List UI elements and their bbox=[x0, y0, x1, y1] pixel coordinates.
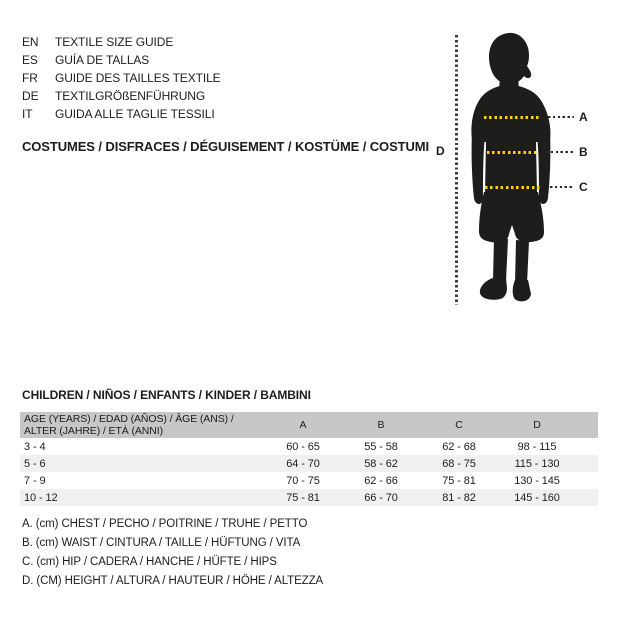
age-cell: 10 - 12 bbox=[24, 491, 58, 504]
language-row bbox=[22, 33, 221, 51]
size-row bbox=[20, 438, 598, 455]
age-column-header bbox=[20, 412, 264, 438]
height-measure-line bbox=[455, 35, 458, 305]
height-cell: 145 - 160 bbox=[514, 491, 560, 504]
footnote-hip: C. (cm) HIP / CADERA / HANCHE / HÜFTE / HIPS bbox=[22, 556, 277, 568]
chest-cell: 70 - 75 bbox=[286, 474, 320, 487]
language-row bbox=[22, 51, 221, 69]
size-row bbox=[20, 472, 598, 489]
category-title: COSTUMES / DISFRACES / DÉGUISEMENT / KOSTÜME / COSTUMI bbox=[22, 139, 430, 154]
language-code: ES bbox=[22, 53, 38, 67]
language-label: GUIDA ALLE TAGLIE TESSILI bbox=[55, 107, 215, 121]
filler-header-cell bbox=[576, 412, 598, 438]
age-cell: 3 - 4 bbox=[24, 440, 46, 453]
height-cell: 115 - 130 bbox=[514, 457, 560, 470]
hip-measure-line bbox=[485, 186, 540, 189]
filler-cell bbox=[576, 455, 598, 472]
measure-label-d: D bbox=[436, 144, 445, 158]
measure-label-a: A bbox=[579, 110, 588, 124]
connector-line-a bbox=[548, 116, 574, 118]
chest-cell: 60 - 65 bbox=[286, 440, 320, 453]
size-row bbox=[20, 455, 598, 472]
measure-footnotes bbox=[22, 515, 323, 591]
language-row bbox=[22, 87, 221, 105]
language-row bbox=[22, 69, 221, 87]
chest-cell: 75 - 81 bbox=[286, 491, 320, 504]
language-code: IT bbox=[22, 107, 33, 121]
hip-cell: 81 - 82 bbox=[442, 491, 476, 504]
language-label: TEXTILGRÖßENFÜHRUNG bbox=[55, 89, 206, 103]
hip-cell: 68 - 75 bbox=[442, 457, 476, 470]
height-cell: 130 - 145 bbox=[514, 474, 560, 487]
footnote-waist: B. (cm) WAIST / CINTURA / TAILLE / HÜFTUNG / VITA bbox=[22, 537, 301, 549]
language-label: GUIDE DES TAILLES TEXTILE bbox=[55, 71, 221, 85]
measure-label-c: C bbox=[579, 180, 588, 194]
language-row bbox=[22, 105, 221, 123]
waist-cell: 58 - 62 bbox=[364, 457, 398, 470]
children-section-title: CHILDREN / NIÑOS / ENFANTS / KINDER / BAMBINI bbox=[22, 388, 311, 402]
column-header-b: B bbox=[342, 412, 420, 438]
language-list bbox=[22, 33, 221, 123]
chest-cell: 64 - 70 bbox=[286, 457, 320, 470]
column-header-a: A bbox=[264, 412, 342, 438]
connector-line-b bbox=[546, 151, 574, 153]
footnote-chest: A. (cm) CHEST / PECHO / POITRINE / TRUHE / PETTO bbox=[22, 518, 308, 530]
age-header-line2: ALTER (JAHRE) / ETÀ (ANNI) bbox=[24, 425, 163, 437]
waist-measure-line bbox=[487, 151, 537, 154]
child-silhouette bbox=[460, 30, 580, 310]
language-label: GUÍA DE TALLAS bbox=[55, 53, 150, 67]
size-table bbox=[20, 412, 598, 506]
hip-cell: 62 - 68 bbox=[442, 440, 476, 453]
footnote-height: D. (CM) HEIGHT / ALTURA / HAUTEUR / HÖHE / ALTEZZA bbox=[22, 575, 324, 587]
waist-cell: 62 - 66 bbox=[364, 474, 398, 487]
column-header-c: C bbox=[420, 412, 498, 438]
waist-cell: 55 - 58 bbox=[364, 440, 398, 453]
filler-cell bbox=[576, 472, 598, 489]
chest-measure-line bbox=[484, 116, 540, 119]
filler-cell bbox=[576, 438, 598, 455]
language-code: EN bbox=[22, 35, 39, 49]
size-row bbox=[20, 489, 598, 506]
age-cell: 7 - 9 bbox=[24, 474, 46, 487]
age-cell: 5 - 6 bbox=[24, 457, 46, 470]
measure-label-b: B bbox=[579, 145, 588, 159]
waist-cell: 66 - 70 bbox=[364, 491, 398, 504]
language-code: FR bbox=[22, 71, 38, 85]
language-code: DE bbox=[22, 89, 39, 103]
size-table-header-row bbox=[20, 412, 598, 438]
connector-line-c bbox=[550, 186, 574, 188]
filler-cell bbox=[576, 489, 598, 506]
language-label: TEXTILE SIZE GUIDE bbox=[55, 35, 174, 49]
height-cell: 98 - 115 bbox=[517, 440, 557, 453]
hip-cell: 75 - 81 bbox=[442, 474, 476, 487]
age-header-line1: AGE (YEARS) / EDAD (AÑOS) / ÂGE (ANS) / bbox=[24, 412, 234, 425]
column-header-d: D bbox=[498, 412, 576, 438]
